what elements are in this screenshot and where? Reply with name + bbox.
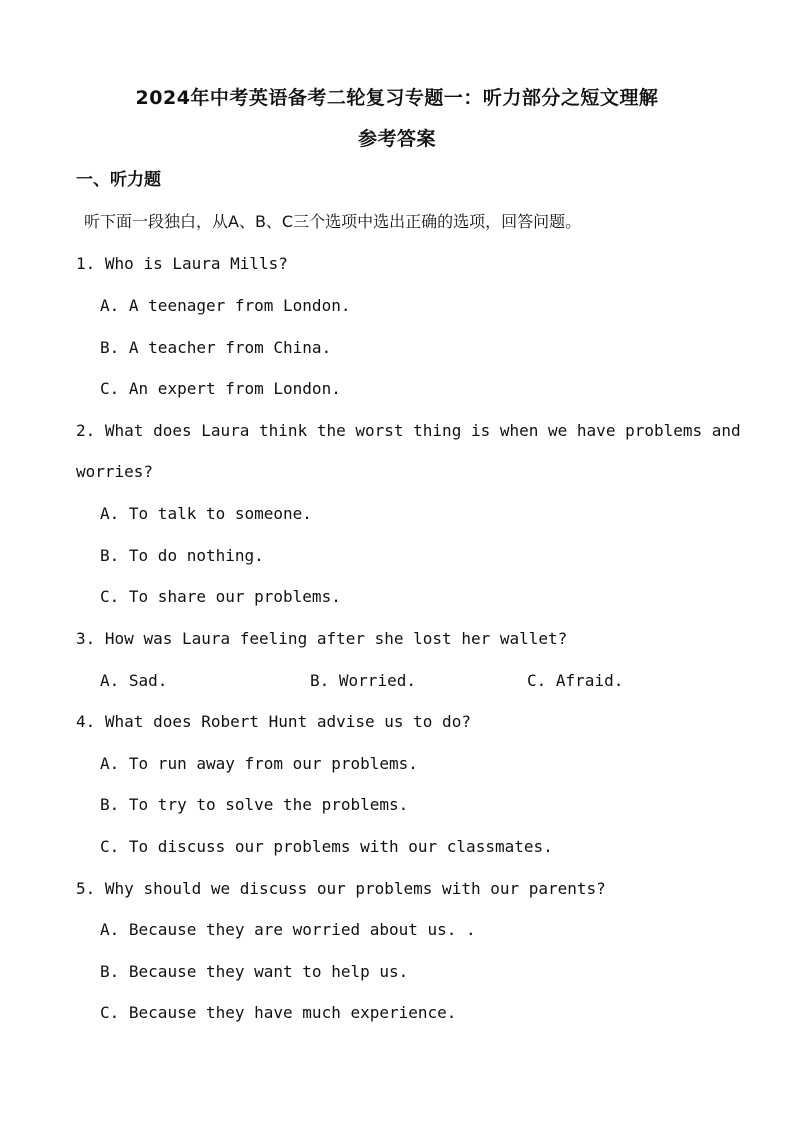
question-text: Who is Laura Mills?: [104, 254, 288, 273]
option-letter: A.: [100, 296, 120, 315]
document-subtitle: 参考答案: [357, 128, 436, 150]
document-title: 2024年中考英语备考二轮复习专题一：听力部分之短文理解: [135, 87, 659, 109]
option-text: To try to solve the problems.: [128, 795, 409, 814]
option-text: Because they are worried about us. .: [128, 920, 476, 939]
option-letter: B.: [100, 546, 120, 565]
option-text: A teacher from China.: [128, 338, 332, 357]
question-4-option-c: [100, 835, 553, 859]
question-5: [76, 877, 606, 901]
question-5-option-b: [100, 960, 408, 984]
option-letter: C.: [100, 1003, 120, 1022]
question-1: [76, 252, 288, 276]
option-text: A teenager from London.: [128, 296, 351, 315]
question-2: [76, 419, 741, 443]
option-letter: B.: [100, 795, 120, 814]
option-letter: C.: [100, 587, 120, 606]
option-letter: C.: [527, 671, 547, 690]
option-letter: C.: [100, 837, 120, 856]
question-2-continuation: [76, 460, 153, 484]
question-2-option-b: [100, 544, 264, 568]
option-letter: A.: [100, 920, 120, 939]
question-number: 1.: [76, 254, 96, 273]
question-1-option-b: [100, 336, 331, 360]
question-3: [76, 627, 567, 651]
option-text: Because they have much experience.: [128, 1003, 457, 1022]
question-number: 5.: [76, 879, 96, 898]
question-text: How was Laura feeling after she lost her wallet?: [104, 629, 568, 648]
option-letter: B.: [310, 671, 330, 690]
option-text: Afraid.: [555, 671, 624, 690]
question-text: Why should we discuss our problems with our parents?: [104, 879, 606, 898]
question-1-option-c: [100, 377, 341, 401]
question-1-option-a: [100, 294, 350, 318]
option-text: Because they want to help us.: [128, 962, 409, 981]
option-letter: C.: [100, 379, 120, 398]
option-letter: A.: [100, 671, 120, 690]
question-5-option-a: [100, 918, 476, 942]
question-number: 2.: [76, 421, 96, 440]
option-text: Worried.: [338, 671, 416, 690]
question-text-line-1: What does Laura think the worst thing is when we have problems and: [104, 421, 741, 440]
question-3-option-a: [100, 669, 167, 693]
question-5-option-c: [100, 1001, 456, 1025]
option-text: To talk to someone.: [128, 504, 312, 523]
instruction-text: 听下面一段独白，从A、B、C三个选项中选出正确的选项，回答问题。: [84, 212, 582, 231]
section-heading: 一、听力题: [76, 170, 161, 190]
question-2-option-c: [100, 585, 341, 609]
question-2-option-a: [100, 502, 312, 526]
question-text: What does Robert Hunt advise us to do?: [104, 712, 471, 731]
option-letter: B.: [100, 962, 120, 981]
option-text: Sad.: [128, 671, 168, 690]
option-letter: B.: [100, 338, 120, 357]
question-4: [76, 710, 471, 734]
question-3-option-c: [527, 669, 623, 693]
option-text: To share our problems.: [128, 587, 341, 606]
question-3-option-b: [310, 669, 416, 693]
question-number: 4.: [76, 712, 96, 731]
question-number: 3.: [76, 629, 96, 648]
question-4-option-a: [100, 752, 418, 776]
option-letter: A.: [100, 754, 120, 773]
question-4-option-b: [100, 793, 408, 817]
option-text: To do nothing.: [128, 546, 264, 565]
option-text: To discuss our problems with our classmates.: [128, 837, 553, 856]
option-text: An expert from London.: [128, 379, 341, 398]
question-text-line-2: worries?: [76, 462, 154, 481]
option-letter: A.: [100, 504, 120, 523]
option-text: To run away from our problems.: [128, 754, 418, 773]
